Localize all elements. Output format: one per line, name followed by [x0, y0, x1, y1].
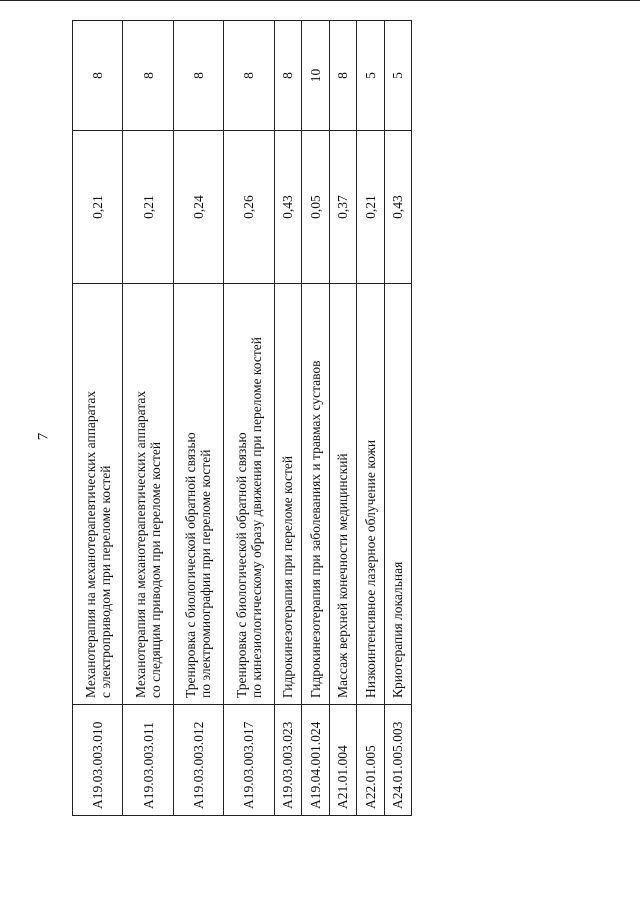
- service-name-line: Тренировка с биологической обратной связью: [183, 432, 199, 698]
- table-row: [329, 21, 356, 816]
- service-name-cell: [329, 284, 356, 705]
- service-name-cell: [357, 284, 384, 705]
- scan-edge-line: [0, 0, 640, 5]
- multiplicity-cell: 8: [224, 21, 274, 131]
- service-name-line: по электромиографии при переломе костей: [198, 449, 214, 698]
- multiplicity-cell: 8: [329, 21, 356, 131]
- service-name-cell: [224, 284, 274, 705]
- service-name-line: с электроприводом при переломе костей: [97, 465, 113, 698]
- service-code-cell: А19.03.003.012: [173, 705, 223, 816]
- coefficient-cell: 0,43: [384, 131, 412, 284]
- coefficient-cell: 0,21: [73, 131, 123, 284]
- multiplicity-cell: 8: [274, 21, 301, 131]
- service-name-line: Механотерапия на механотерапевтических аппаратах: [82, 390, 98, 698]
- table-row: [224, 21, 274, 816]
- coefficient-cell: 0,24: [173, 131, 223, 284]
- multiplicity-cell: 8: [73, 21, 123, 131]
- service-code-cell: А19.03.003.017: [224, 705, 274, 816]
- table-row: [302, 21, 329, 816]
- service-name-line: Механотерапия на механотерапевтических аппаратах: [133, 390, 149, 698]
- page-number: 7: [35, 432, 52, 441]
- service-name-line: со следящим приводом при переломе костей: [148, 441, 164, 698]
- service-code-cell: А19.04.001.024: [302, 705, 329, 816]
- service-name-line: Массаж верхней конечности медицинский: [335, 453, 351, 698]
- service-name-line: Гидрокинезотерапия при заболеваниях и травмах суставов: [307, 360, 323, 698]
- table-row: [173, 21, 223, 816]
- multiplicity-cell: 8: [173, 21, 223, 131]
- service-name-cell: [384, 284, 412, 705]
- service-name-cell: [173, 284, 223, 705]
- coefficient-cell: 0,37: [329, 131, 356, 284]
- table-row: [274, 21, 301, 816]
- multiplicity-cell: 8: [123, 21, 173, 131]
- table-row: [73, 21, 123, 816]
- service-name-line: Криотерапия локальная: [390, 561, 406, 698]
- coefficient-cell: 0,26: [224, 131, 274, 284]
- service-code-cell: А19.03.003.010: [73, 705, 123, 816]
- multiplicity-cell: 5: [357, 21, 384, 131]
- multiplicity-cell: 5: [384, 21, 412, 131]
- service-name-cell: [73, 284, 123, 705]
- service-name-line: Тренировка с биологической обратной связью: [233, 432, 249, 698]
- services-table-container: [72, 68, 412, 816]
- service-name-cell: [123, 284, 173, 705]
- coefficient-cell: 0,21: [357, 131, 384, 284]
- services-table: [72, 20, 412, 816]
- service-code-cell: А19.03.003.023: [274, 705, 301, 816]
- coefficient-cell: 0,43: [274, 131, 301, 284]
- coefficient-cell: 0,21: [123, 131, 173, 284]
- service-name-cell: [302, 284, 329, 705]
- service-name-line: по кинезиологическому образу движения при переломе костей: [248, 337, 264, 698]
- table-row: [357, 21, 384, 816]
- service-code-cell: А24.01.005.003: [384, 705, 412, 816]
- table-row: [384, 21, 412, 816]
- service-name-line: Гидрокинезотерапия при переломе костей: [280, 455, 296, 698]
- service-code-cell: А21.01.004: [329, 705, 356, 816]
- multiplicity-cell: 10: [302, 21, 329, 131]
- service-code-cell: А19.03.003.011: [123, 705, 173, 816]
- service-code-cell: А22.01.005: [357, 705, 384, 816]
- service-name-line: Низкоинтенсивное лазерное облучение кожи: [362, 439, 378, 698]
- table-row: [123, 21, 173, 816]
- coefficient-cell: 0,05: [302, 131, 329, 284]
- service-name-cell: [274, 284, 301, 705]
